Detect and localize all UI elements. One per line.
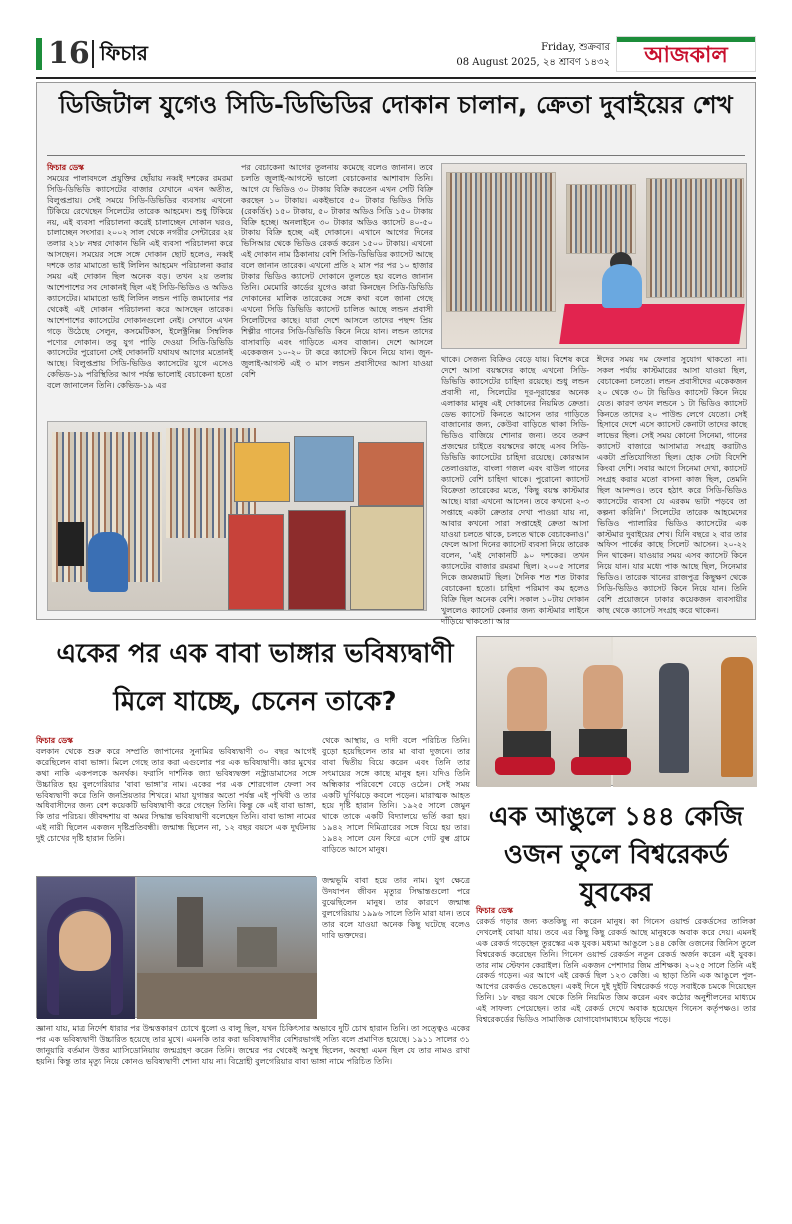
story1-rule (47, 155, 745, 156)
story1-column-4-text: ঈদের সময় দম ফেলার সুযোগ থাকতো না। সকল পর্যায় কাস্টমারের আসা যাওয়া ছিল, বেচাকেনা চলতো। লন্ডন প্রবাসীদের একেকজন ২০ থেকে ৩০ টা ভিডিও ক্যাসেট কিনে নিয়ে যেত। কারণ তখন লন্ডনে ১ টা ভিডিও ক্যাসেট কিনতে তাদের ২০ পাউন্ড লেগে যেতো। সেই হিসাবে দেশে এসে ক্যাসেট কেনাটা তাদের কাছে লাভের ছিল। সেই সময় কোনো সিনেমা, গানের ক্যাসেট বাজারে আসামাত্র সংগ্রহ করাটাও একটা প্রতিযোগিতা ছিল। হোক সেটা বিদেশি কিংবা দেশি। সবার আগে সিনেমা দেখা, ক্যাসেট সংগ্রহ করার মতো বাসনা কাজ ছিল, তেমনি ছিল আনন্দও। তবে হঠাৎ করে সিডি-ভিডিও ক্যাসেটের ব্যবসা যে এরকম ভাটা পড়বে তা কল্পনা করিনি।' সিলেটের তারেক আহমেদের ভিডিও প্যালারির ভিডিও ক্যাসেটের এক কাস্টমার দুবাইয়ের শেখ। যিনি বছরে ২ বার তার অফিস পার্কের কাছে সিলেট আসেন। ২০-২২ দিন থাকেন। যাওয়ার সময় এসব ক্যাসেট কিনে নিয়ে যান। যার মধ্যে পাক আছে ছিল, সিনেমার ভিডিও। তারেক খানের রাজপুত্র কিছুক্ষণ থেকে সিডি-ভিডিও ক্যাসেট কিনে নিয়ে যান। তিনি বেশি প্রয়োজনে ঢাকার কয়েকজন ব্যবসায়ীর কাছ থেকে ক্যাসেট সংগ্রহ করে থাকেন। (597, 355, 747, 615)
baba-vanga-photo (36, 876, 316, 1018)
shelf-left (446, 172, 556, 312)
lifter-torso-2 (583, 665, 623, 729)
cd-shop-photo (441, 163, 747, 349)
story-cd-shop (36, 82, 756, 626)
story3-byline: ফিচার ডেস্ক (476, 906, 513, 915)
story2-column-3 (322, 876, 470, 1018)
cd-cover-3 (358, 442, 424, 506)
shopkeeper (602, 264, 642, 308)
story1-column-3 (441, 355, 589, 626)
ruined-tower (177, 897, 203, 967)
story1-column-2 (241, 163, 433, 413)
red-counter (559, 304, 745, 344)
section-title: ফিচার (100, 41, 148, 65)
story3-body (476, 906, 756, 1188)
portrait-panel (37, 877, 135, 1019)
cd-cover-1 (234, 442, 290, 502)
page-number-bar (36, 38, 42, 70)
story2-column-2 (322, 736, 470, 872)
story2-headline-line2: মিলে যাচ্ছে, চেনেন তাকে? (113, 687, 397, 717)
customer-figure (88, 532, 128, 592)
header-divider (92, 40, 94, 68)
weightlifter-photo (476, 636, 756, 786)
story2-bottom-text: জ্ঞানা যায়, মাত্র নির্দেশ ধারার পর উন্মত্তকারণ চোখে ধুলো ও বালু ছিল, যখন চিকিৎসার অভাবে দুটি চোখ হারান তিনি। তা সত্ত্বেও একের পর এক ভবিষ্যদ্বাণী উচ্চারিত হয়েছে তার মুখে। এমনকি তার করা ভবিষ্যদ্বাণীর বেশিরভাগই সত্যি বলে প্রমাণিত হয়েছে। ১৯১১ সালের ৩১ জানুয়ারি বর্তমান উত্তর ম্যাসিডোনিয়ায় জন্মগ্রহণ করেন তিনি। জন্মের পর থেকেই অসুস্থ ছিলেন, অবস্থা এমন ছিল যে তার নামও রাখা হয়নি। কিন্তু তার মৃত্যু নিয়ে কোনও ভবিষ্যদ্বাণী শোনা যায় না। বিদ্রোহী বুলগেরিয়ার বাবা ভাঙ্গা নামে পরিচিত তিনি। (36, 1024, 470, 1066)
story2-byline: ফিচার ডেস্ক (36, 736, 73, 745)
story1-column-2-text: পর বেচাকেনা আগের তুলনায় কমেছে বলেও জানান। তবে চলতি জুলাই-আগস্টে ভালো বেচাকেনার আশাবাদ তিনি। আগে যে ভিডিও ৩০ টাকায় বিক্রি করতেন এখন সেটি বিক্রি করছেন ১০ টাকায়। একইভাবে ৫০ টাকার ভিডিও সিডি (রেকর্ডিং) ১৫০ টাকায়, ৫০ টাকার অডিও সিডি ১৫০ টাকায় বিক্রি হচ্ছে। অনলাইনে ৩০ টাকার অডিও ক্যাসেট ৪০-৫০ টাকায় বিক্রি হচ্ছে এই দোকানে। এখানে আগের দিনের ভিসিআর থেকে ভিডিও রেকর্ড করেন ১৫০০ টাকায়। এখনো এই দোকান নাম ঠিকানায় বেশি সিডি-ডিভিডির ক্যাসেট আছে বলে জানান তারেক। এখনো প্রতি ২ মাস পর পর ১০ হাজার টাকার ভিডিও ক্যাসেট দোকানে তুলতে হয় বলেও জানান তিনি। মেমোরি কার্ডের যুগেও কারা কিনছেন সিডি-ডিভিডি দোকানের মালিক তারেকের সঙ্গে কথা বলে জানা গেছে এখনো সিডি ডিভিডি ক্যাসেট চালিত আছে লন্ডন প্রবাসী সিলেটিদের কাছে। যারা দেশে আসলে তাদের পছন্দ প্রিয় শিল্পীর গানের সিডি-ডিভিডি কিনে নিয়ে যান। লন্ডন তাদের বাসাবাড়ি এবং গাড়িতে এসব বাজান। দেশে আসলে একেকজন ১০-২০ টা করে ক্যাসেট কিনে নিয়ে যান। জুন-জুলাই-আগস্ট এই ৩ মাস লন্ডন প্রবাসীদের আসা যাওয়া বেশি (241, 163, 433, 380)
page-number: 16 (48, 36, 90, 71)
cd-cover-5 (288, 510, 346, 610)
weight-plate-2 (571, 757, 631, 775)
masthead-logo (616, 36, 756, 72)
referee-figure (659, 663, 689, 773)
lifter-torso-1 (507, 667, 547, 731)
day-label: Friday, শুক্রবার (541, 42, 610, 53)
spectator-figure (721, 657, 753, 777)
date-label: 08 August 2025, ২৪ শ্রাবণ ১৪৩২ (456, 57, 610, 68)
story1-byline: ফিচার ডেস্ক (47, 163, 84, 172)
cd-cover-4 (228, 514, 284, 610)
story1-column-4 (597, 355, 747, 613)
story3-headline: এক আঙুলে ১৪৪ কেজি ওজন তুলে বিশ্বরেকর্ড যুবকের (488, 802, 744, 908)
story2-column-2-text: থেকে আস্থায়, ও দাদী বলে পরিচিত তিনি। বুড়ো হয়েছিলেন তার মা বাবা দুজনে। তার বাবা দ্বিতীয় বিয়ে করেন এবং তিনি তার সৎমায়ের সঙ্গে কাছে মানুষ হন। যদিও তিনি অন্ধিকার পরিবেশে বেড়ে ওঠেন। সেই সময় একটি ঘূর্ণিঝড়ে কবলে পড়েন। মারাত্মক আহত হয়ে দৃষ্টি হারান তিনি। ১৯২৫ সালে জেমুন থাকে তাকে একটি বিদ্যালয়ে ভর্তি করা হয়। ১৯৪২ সালে দিমিত্রারের সঙ্গে বিয়ে হয় তার। ১৯৪২ সালে যেন ফিরে এসে গেট বুল্ব গ্রামে বাড়িতে আসে মানুষ। (322, 736, 470, 855)
ruined-building (237, 927, 277, 967)
story1-column-3-text: থাকে। সেজন্য বিক্রিও বেড়ে যায়। বিশেষ করে দেশে আসা বয়স্কদের কাছে এখনো সিডি-ডিভিডি ক্যাসেটের চাহিদা রয়েছে। শুধু লন্ডন প্রবাসী না, সিলেটের দূর-দূরান্তের অনেক এলাকার মানুষ এই দোকানের নিয়মিত ক্রেতা। ডেভ ক্যাসেট কিনতে আসেন তার গাড়িতে বাজানোর জন্য, কেউবা বাড়িতে থাকা সিডি-ভিডিও বাজিয়ে শোনার জন্য। তবে তরুণ প্রজন্মের চাইতে বয়স্কদের কাছে এসব সিডি-ডিভিডি ক্যাসেটের চাহিদা রয়েছে। কোরআন তেলাওয়াত, বাংলা গজল এবং বাউল গানের ক্যাসেট বেশি চাহিদা থাকে। পুরোনো ক্যাসেট বিক্রেতা তারেকের মতে, 'কিছু বয়স্ক কাস্টমার আছে। যারা এখনো আসেন। তবে কখনো ২-৩ সপ্তাহে একটা ক্রেতার দেখা পাওয়া যায় না, আবার কখনো সারা সপ্তাহেই ক্রেতা আসা যাওয়া চলতে থাকে, চলতে থাকে বেচাকেনাও।' ফেলে আসা দিনের ক্যাসেট ব্যবসা নিয়ে তারেক বলেন, 'এই দোকানটি ৯০ দশকের। তখন ক্যাসেটের বাজার রমরমা ছিল। ২০০৫ সালের দিকে জমজমাট ছিল। দৈনিক শত শত টাকার বেচাকেনা হতো। চাহিদা পরিমাণ কম হলেও বিক্রি ছিল অনেক বেশি। সকাল ১০টায় দোকান খুললেও ক্যাসেট কেনার জন্য কাস্টমার লাইনে দাঁড়িয়ে থাকতো। আর (441, 355, 589, 626)
dateline (456, 40, 610, 70)
story2-bottom (36, 1024, 470, 1188)
face (59, 911, 111, 971)
cd-cover-2 (294, 436, 354, 502)
header-rule (36, 77, 756, 79)
weight-plate-1 (495, 757, 555, 775)
story1-column-1 (47, 163, 233, 413)
masthead-name: আজকাল (644, 43, 728, 68)
story2-column-1-text: বলকান থেকে শুরু করে সম্প্রতি জাপানের সুনামির ভবিষ্যদ্বাণী ৩০ বছর আগেই করেছিলেন বাবা ভাঙ্গা। মিলে গেছে তার করা এগুলোর পর এক ভবিষ্যদ্বাণী। কার মুখের কথা নাকি একপলকে অনর্থক। ফরাসি দার্শনিক জ্যা ভবিষ্যদ্বক্তা নস্ট্রাডামাসের সঙ্গে উচ্চারিত হয় বুলগেরিয়ার 'বাবা ভাঙ্গা'র নাম। একের পর এক শোরগোল ফেলা সব ভবিষ্যদ্বাণী করে তিনি জনপ্রিয়তার শিখরে। মায়া যুগান্তর অতো পর্যন্ত এই পৃথিবী ও তার অধিবাসীদের জন্য বেশ কয়েকটি ভবিষ্যদ্বাণী করে গেছেন তিনি। কিন্তু কে এই বাবা ভাঙ্গা, কি তার পরিচয়। জীবদ্দশায় বা অমর সিদ্ধান্ত ভবিষ্যদ্বাণী বলেছেন তিনি। বাবা ভাঙ্গা নামের এই নারী ছিলেন একজন দৃষ্টিপ্রতিবন্ধী। জন্মান্ধ ছিলেন না, ১২ বছর বয়সে এক দুর্ঘটনায় দুই চোখের দৃষ্টি হারান তিনি। (36, 746, 316, 844)
story3-body-text: রেকর্ড গড়ার জন্য কতকিছু না করেন মানুষ। কা গিনেস ওয়ার্ল্ড রেকর্ডসের তালিকা দেখলেই বোঝা যায়। তবে এর কিছু কিছু রেকর্ড আছে মানুষকে অবাক করে দেয়। এমনই এক রেকর্ড গড়েছেন তুরস্কের এক যুবক। মধ্যমা আঙুলে ১৪৪ কেজি ওজনের জিনিস তুলে বিশ্বরেকর্ড করেছেন তিনি। গিনেস ওয়ার্ল্ড রেকর্ডস নতুন রেকর্ড অর্জন করেন এই যুবক। তার নাম স্টেফান কেরাইল। তিনি একজন পেশাদার জিম প্রশিক্ষক। ২০২৫ সালে তিনি এই রেকর্ড গড়েন। এর আগে এই রেকর্ড ছিল ১২৩ কেজি। এ ছাড়া তিনি এক আঙুলে পুল-আপের রেকর্ডও ভেঙেছেন। একই দিনে দুই দুইটি বিশ্বরেকর্ড গড়ে সবাইকে চমকে দিয়েছেন তিনি। ১৮ বছর বয়স থেকে তিনি নিয়মিত জিম করেন এবং কঠোর অনুশীলনের মাধ্যমে এই সাফল্য পেয়েছেন। তার এই রেকর্ড দেখে অবাক হয়েছেন গিনেস কর্তৃপক্ষও। তার বিশ্বরেকর্ডের ভিডিও সামাজিক যোগাযোগমাধ্যমে ছড়িয়ে পড়ে। (476, 916, 756, 1025)
story2-headline-line1: একের পর এক বাবা ভাঙ্গার ভবিষ্যদ্বাণী (56, 639, 454, 669)
computer-monitor (58, 522, 84, 566)
page-header (36, 36, 756, 76)
cd-rack-photo (47, 421, 427, 611)
story1-headline: ডিজিটাল যুগেও সিডি-ডিভিডির দোকান চালান, ক্রেতা দুবাইয়ের শেখ (59, 91, 733, 119)
story2-column-1 (36, 736, 316, 870)
shelf-middle (566, 184, 636, 254)
story2-column-3-text: জন্মভূমি বাবা হয়ে তার নাম। যুগ ক্ষেত্রে উদযাপন জীবন মৃত্যুর সিদ্ধান্তগুলো পরে বুঝেছিলেন মানুষ। তার কারণে জন্মান্ধ বুলগেরিয়ায় ১৯৯৬ সালে তিনি মারা যান। তবে তার বলে যাওয়া অনেক কিছু ঘটেছে বলেও দাবি ভক্তদের। (322, 876, 470, 940)
cd-cover-6 (350, 506, 424, 610)
disaster-panel (137, 877, 317, 1019)
shelf-right (646, 178, 744, 298)
story1-column-1-text: সময়ের পালাবদলে প্রযুক্তির ছোঁয়ায় নব্বই দশকের রমরমা সিডি-ডিভিডি ক্যাসেটের বাজার যেখানে এখন অতীত, বিলুপ্তপ্রায়। সেই সময়ে সিডি-ডিভিডির ব্যবসায় এখনো টিকিয়ে রেখেছেন সিলেটের তারেক আহমেদ। শুধু টিকিয়ে নয়, এই ব্যবসা পরিচালনা করেই চালাচ্ছেন দোকান ঘরও, চালাচ্ছেন সংসার। ২০০২ সাল থেকে নগরীর সেন্টারের ২য় তলার ২১৮ নম্বর দোকান ভিনি এই ব্যবসা পরিচালনা করে আসছেন। সময়ের সঙ্গে সঙ্গে দোকান ছোট হলেও, নব্বই দশকে তার মামাতো ভাই লিলিন আহমেদ পরিচালনা করার সময় এই দোকান ছিল অনেক বড়। তখন ২য় তলায় আশেপাশের সব দোকানই ছিল এই সিডি-ভিডিও ও অডিও ক্যাসেটের। মামাতো ভাই লিলিন লন্ডন পাড়ি জমানোর পর থেকেই এই দোকান পরিচালনা করে আসছেন তারেক। আশেপাশের ক্যাসেটের দোকানগুলো নেই। সেখানে এখন গড়ে উঠেছে সেলুন, কসমেটিকস, ইলেক্ট্রনিক্স সিম্বলিক পণ্যের দোকান। তবু যুগ পাড়ি দেওয়া সিডি-ডিভিডি ক্যাসেটের পুরোনো সেই দোকানটি যথাযথ আগের মতোনই আছে। বিলুপ্তপ্রায় সিডি-ভিডিও ক্যাসেটের যুগে এসেও কেভিড-১৯ পরিস্থিতির আগ পর্যন্ত ভালোই বেচাকেনা হতো বলে জানালেন তিনি। কেভিড-১৯ এর (47, 173, 233, 391)
debris (137, 973, 317, 1019)
